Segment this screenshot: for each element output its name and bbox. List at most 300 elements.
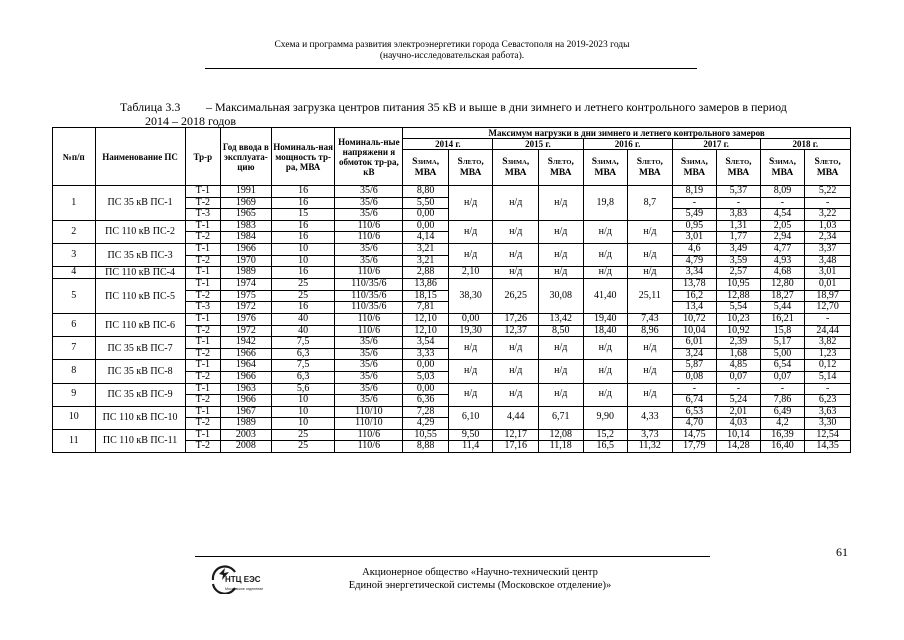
cell-power: 10	[271, 255, 335, 267]
cell-number: 5	[53, 279, 96, 314]
cell-w17: 3,34	[672, 267, 717, 279]
cell-w15: 26,25	[493, 279, 539, 314]
cell-number: 11	[53, 429, 96, 452]
cell-transformer: Т-1	[185, 220, 220, 232]
cell-year: 1972	[221, 325, 272, 337]
cell-substation-name: ПС 35 кВ ПС-1	[95, 186, 185, 221]
cell-voltage: 110/10	[335, 418, 403, 430]
cell-w17: 0,95	[672, 220, 717, 232]
cell-s18: 0,12	[805, 360, 851, 372]
cell-voltage: 110/35/6	[335, 290, 403, 302]
cell-s17: 1,68	[717, 348, 761, 360]
table-caption-text: – Максимальная загрузка центров питания 35 кВ и выше в дни зимнего и летнего контрольного замеров в период	[206, 100, 787, 114]
cell-winter-2014: 3,21	[403, 243, 449, 255]
cell-power: 10	[271, 406, 335, 418]
cell-voltage: 35/6	[335, 255, 403, 267]
cell-s15: н/д	[538, 360, 583, 383]
cell-s18: 1,03	[805, 220, 851, 232]
cell-w16: 19,40	[583, 313, 628, 325]
cell-s15: 13,42	[538, 313, 583, 325]
cell-transformer: Т-2	[185, 395, 220, 407]
cell-year: 1975	[221, 290, 272, 302]
cell-transformer: Т-2	[185, 441, 220, 453]
cell-transformer: Т-2	[185, 418, 220, 430]
cell-winter-2014: 8,80	[403, 186, 449, 198]
cell-s14: 6,10	[448, 406, 493, 429]
cell-w17: 13,4	[672, 302, 717, 314]
header-s-summer-0: SЛЕТО, МВА	[448, 150, 493, 186]
cell-transformer: Т-2	[185, 371, 220, 383]
cell-winter-2014: 7,81	[403, 302, 449, 314]
cell-transformer: Т-2	[185, 232, 220, 244]
cell-w15: 12,17	[493, 429, 539, 441]
cell-voltage: 35/6	[335, 337, 403, 349]
cell-w18: 16,21	[760, 313, 805, 325]
cell-s18: -	[805, 197, 851, 209]
cell-substation-name: ПС 110 кВ ПС-11	[95, 429, 185, 452]
cell-s18: 3,82	[805, 337, 851, 349]
cell-voltage: 110/6	[335, 313, 403, 325]
cell-w17: 3,24	[672, 348, 717, 360]
cell-w16: н/д	[583, 243, 628, 266]
cell-winter-2014: 4,29	[403, 418, 449, 430]
cell-number: 7	[53, 337, 96, 360]
cell-power: 10	[271, 418, 335, 430]
cell-year: 1983	[221, 220, 272, 232]
cell-s16: 3,73	[628, 429, 673, 441]
cell-transformer: Т-1	[185, 383, 220, 395]
cell-year: 1965	[221, 209, 272, 221]
cell-transformer: Т-1	[185, 279, 220, 291]
cell-winter-2014: 3,54	[403, 337, 449, 349]
cell-s17: 12,88	[717, 290, 761, 302]
table-row	[53, 220, 851, 232]
cell-s18: 3,48	[805, 255, 851, 267]
cell-transformer: Т-1	[185, 313, 220, 325]
cell-s16: н/д	[628, 220, 673, 243]
cell-w15: 17,26	[493, 313, 539, 325]
cell-voltage: 110/6	[335, 267, 403, 279]
cell-w15: н/д	[493, 383, 539, 406]
cell-winter-2014: 13,86	[403, 279, 449, 291]
cell-w17: 10,04	[672, 325, 717, 337]
cell-substation-name: ПС 110 кВ ПС-6	[95, 313, 185, 336]
cell-s14: 9,50	[448, 429, 493, 441]
cell-s17: 10,23	[717, 313, 761, 325]
cell-power: 16	[271, 186, 335, 198]
cell-s15: 8,50	[538, 325, 583, 337]
cell-s17: 10,95	[717, 279, 761, 291]
table-caption	[120, 100, 860, 128]
cell-w15: 4,44	[493, 406, 539, 429]
cell-s18: 5,22	[805, 186, 851, 198]
cell-w17: 8,19	[672, 186, 717, 198]
cell-transformer: Т-2	[185, 255, 220, 267]
cell-s14: н/д	[448, 337, 493, 360]
cell-w18: 16,39	[760, 429, 805, 441]
cell-year: 1974	[221, 279, 272, 291]
cell-w16: 9,90	[583, 406, 628, 429]
cell-year: 1966	[221, 395, 272, 407]
cell-substation-name: ПС 35 кВ ПС-7	[95, 337, 185, 360]
cell-voltage: 110/6	[335, 441, 403, 453]
cell-power: 16	[271, 302, 335, 314]
cell-s16: н/д	[628, 383, 673, 406]
cell-w18: 4,54	[760, 209, 805, 221]
cell-s18: 2,34	[805, 232, 851, 244]
cell-s17: 14,28	[717, 441, 761, 453]
cell-year: 1970	[221, 255, 272, 267]
cell-s14: н/д	[448, 220, 493, 243]
cell-winter-2014: 2,88	[403, 267, 449, 279]
cell-s17: 3,83	[717, 209, 761, 221]
cell-w17: -	[672, 383, 717, 395]
header-s-winter-2: SЗИМА, МВА	[583, 150, 628, 186]
cell-winter-2014: 10,55	[403, 429, 449, 441]
cell-s17: 1,77	[717, 232, 761, 244]
cell-voltage: 110/35/6	[335, 279, 403, 291]
cell-winter-2014: 7,28	[403, 406, 449, 418]
cell-s15: 6,71	[538, 406, 583, 429]
cell-power: 5,6	[271, 383, 335, 395]
cell-s17: 3,59	[717, 255, 761, 267]
cell-winter-2014: 0,00	[403, 209, 449, 221]
header-s-winter-0: SЗИМА, МВА	[403, 150, 449, 186]
cell-s18: 3,30	[805, 418, 851, 430]
cell-transformer: Т-1	[185, 267, 220, 279]
cell-substation-name: ПС 110 кВ ПС-5	[95, 279, 185, 314]
cell-s18: -	[805, 313, 851, 325]
cell-transformer: Т-3	[185, 209, 220, 221]
cell-s18: 3,22	[805, 209, 851, 221]
cell-voltage: 35/6	[335, 209, 403, 221]
cell-w15: 12,37	[493, 325, 539, 337]
cell-w17: 0,08	[672, 371, 717, 383]
table-row	[53, 406, 851, 418]
cell-winter-2014: 5,50	[403, 197, 449, 209]
header-max-load: Максимум нагрузки в дни зимнего и летнего контрольного замеров	[403, 128, 851, 139]
cell-power: 16	[271, 267, 335, 279]
cell-s14: 11,4	[448, 441, 493, 453]
cell-w18: 6,54	[760, 360, 805, 372]
cell-year: 1989	[221, 418, 272, 430]
cell-power: 40	[271, 325, 335, 337]
cell-winter-2014: 0,00	[403, 360, 449, 372]
cell-power: 16	[271, 232, 335, 244]
cell-s18: 6,23	[805, 395, 851, 407]
cell-s17: 5,37	[717, 186, 761, 198]
cell-transformer: Т-1	[185, 406, 220, 418]
cell-year: 1966	[221, 371, 272, 383]
cell-voltage: 35/6	[335, 348, 403, 360]
header-year-1: 2015 г.	[493, 139, 583, 150]
cell-s17: 10,14	[717, 429, 761, 441]
cell-voltage: 110/10	[335, 406, 403, 418]
cell-w17: 13,78	[672, 279, 717, 291]
cell-voltage: 35/6	[335, 243, 403, 255]
cell-year: 1963	[221, 383, 272, 395]
header-year-0: 2014 г.	[403, 139, 493, 150]
cell-s15: н/д	[538, 383, 583, 406]
cell-w18: 2,94	[760, 232, 805, 244]
header-divider	[205, 68, 697, 69]
cell-s14: 2,10	[448, 267, 493, 279]
cell-w15: н/д	[493, 267, 539, 279]
cell-w16: 16,5	[583, 441, 628, 453]
cell-w15: н/д	[493, 220, 539, 243]
table-row	[53, 243, 851, 255]
cell-winter-2014: 3,21	[403, 255, 449, 267]
cell-voltage: 35/6	[335, 395, 403, 407]
cell-w16: н/д	[583, 220, 628, 243]
table-row	[53, 186, 851, 198]
cell-s17: 3,49	[717, 243, 761, 255]
cell-power: 15	[271, 209, 335, 221]
cell-w18: 5,17	[760, 337, 805, 349]
cell-w17: 4,79	[672, 255, 717, 267]
cell-s15: н/д	[538, 337, 583, 360]
cell-substation-name: ПС 35 кВ ПС-8	[95, 360, 185, 383]
cell-s17: 2,57	[717, 267, 761, 279]
cell-voltage: 110/6	[335, 325, 403, 337]
cell-s17: 5,24	[717, 395, 761, 407]
cell-w18: 5,44	[760, 302, 805, 314]
cell-s14: н/д	[448, 243, 493, 266]
cell-w17: 6,74	[672, 395, 717, 407]
cell-transformer: Т-2	[185, 197, 220, 209]
cell-s16: н/д	[628, 360, 673, 383]
cell-year: 2008	[221, 441, 272, 453]
cell-s17: 2,01	[717, 406, 761, 418]
svg-text:НТЦ ЕЭС: НТЦ ЕЭС	[225, 575, 261, 584]
cell-voltage: 110/35/6	[335, 302, 403, 314]
cell-transformer: Т-1	[185, 186, 220, 198]
cell-winter-2014: 12,10	[403, 325, 449, 337]
cell-substation-name: ПС 35 кВ ПС-3	[95, 243, 185, 266]
table-row	[53, 337, 851, 349]
cell-number: 10	[53, 406, 96, 429]
cell-substation-name: ПС 35 кВ ПС-9	[95, 383, 185, 406]
cell-s17: 0,07	[717, 371, 761, 383]
cell-voltage: 35/6	[335, 360, 403, 372]
cell-transformer: Т-2	[185, 290, 220, 302]
cell-s18: 3,37	[805, 243, 851, 255]
cell-power: 16	[271, 220, 335, 232]
cell-w15: н/д	[493, 243, 539, 266]
footer-divider	[195, 556, 710, 557]
cell-number: 2	[53, 220, 96, 243]
cell-s17: 5,54	[717, 302, 761, 314]
cell-power: 7,5	[271, 360, 335, 372]
cell-w18: 4,93	[760, 255, 805, 267]
cell-substation-name: ПС 110 кВ ПС-2	[95, 220, 185, 243]
cell-power: 40	[271, 313, 335, 325]
cell-power: 25	[271, 429, 335, 441]
cell-voltage: 110/6	[335, 232, 403, 244]
cell-s17: 2,39	[717, 337, 761, 349]
cell-w18: 12,80	[760, 279, 805, 291]
cell-w17: 5,87	[672, 360, 717, 372]
cell-winter-2014: 18,15	[403, 290, 449, 302]
cell-s16: н/д	[628, 267, 673, 279]
cell-w18: -	[760, 383, 805, 395]
header-voltage: Номиналь-ные напряжени я обмоток тр-ра, кВ	[335, 128, 403, 186]
cell-w15: н/д	[493, 337, 539, 360]
cell-number: 9	[53, 383, 96, 406]
cell-power: 6,3	[271, 371, 335, 383]
header-s-winter-1: SЗИМА, МВА	[493, 150, 539, 186]
cell-power: 25	[271, 279, 335, 291]
cell-w16: 41,40	[583, 279, 628, 314]
table-row	[53, 279, 851, 291]
cell-transformer: Т-1	[185, 360, 220, 372]
cell-w17: -	[672, 197, 717, 209]
header-power: Номиналь-ная мощность тр-ра, МВА	[271, 128, 335, 186]
cell-s15: н/д	[538, 186, 583, 221]
cell-s17: -	[717, 197, 761, 209]
cell-s14: 38,30	[448, 279, 493, 314]
header-year-4: 2018 г.	[760, 139, 850, 150]
cell-s17: 10,92	[717, 325, 761, 337]
cell-power: 10	[271, 395, 335, 407]
cell-year: 1976	[221, 313, 272, 325]
header-year-3: 2017 г.	[672, 139, 760, 150]
cell-year: 1991	[221, 186, 272, 198]
cell-w18: 18,27	[760, 290, 805, 302]
cell-winter-2014: 0,00	[403, 220, 449, 232]
cell-voltage: 35/6	[335, 186, 403, 198]
cell-year: 1969	[221, 197, 272, 209]
cell-transformer: Т-1	[185, 429, 220, 441]
cell-number: 1	[53, 186, 96, 221]
cell-w18: 2,05	[760, 220, 805, 232]
cell-w18: 4,77	[760, 243, 805, 255]
footer-org-line1: Акционерное общество «Научно-технический центр	[362, 567, 598, 578]
header-s-summer-4: SЛЕТО, МВА	[805, 150, 851, 186]
cell-s15: н/д	[538, 267, 583, 279]
cell-year: 1972	[221, 302, 272, 314]
cell-s15: н/д	[538, 243, 583, 266]
cell-s18: 12,70	[805, 302, 851, 314]
cell-s14: н/д	[448, 383, 493, 406]
header-name: Наименование ПС	[95, 128, 185, 186]
cell-voltage: 35/6	[335, 197, 403, 209]
document-header-title: Схема и программа развития электроэнергетики города Севастополя на 2019-2023 годы	[274, 40, 630, 50]
ntc-ees-logo	[207, 564, 275, 594]
cell-s18: -	[805, 383, 851, 395]
cell-year: 1984	[221, 232, 272, 244]
cell-s17: 4,85	[717, 360, 761, 372]
cell-voltage: 110/6	[335, 220, 403, 232]
cell-w17: 14,75	[672, 429, 717, 441]
cell-w16: 19,8	[583, 186, 628, 221]
header-s-summer-2: SЛЕТО, МВА	[628, 150, 673, 186]
cell-substation-name: ПС 110 кВ ПС-4	[95, 267, 185, 279]
header-num: №п/п	[53, 128, 96, 186]
cell-w17: 17,79	[672, 441, 717, 453]
cell-winter-2014: 3,33	[403, 348, 449, 360]
cell-winter-2014: 0,00	[403, 383, 449, 395]
cell-winter-2014: 6,36	[403, 395, 449, 407]
cell-year: 1989	[221, 267, 272, 279]
cell-w18: 6,49	[760, 406, 805, 418]
cell-number: 4	[53, 267, 96, 279]
table-number: Таблица 3.3	[120, 100, 181, 114]
header-year: Год ввода в эксплуата-цию	[221, 128, 272, 186]
cell-s16: 25,11	[628, 279, 673, 314]
cell-s15: 11,18	[538, 441, 583, 453]
cell-s16: 8,7	[628, 186, 673, 221]
header-year-2: 2016 г.	[583, 139, 672, 150]
cell-w17: 6,53	[672, 406, 717, 418]
cell-s17: -	[717, 383, 761, 395]
cell-w17: 10,72	[672, 313, 717, 325]
cell-voltage: 35/6	[335, 371, 403, 383]
cell-transformer: Т-1	[185, 337, 220, 349]
cell-w18: 4,68	[760, 267, 805, 279]
table-row	[53, 267, 851, 279]
cell-w17: 3,01	[672, 232, 717, 244]
table-row	[53, 383, 851, 395]
cell-w18: 7,86	[760, 395, 805, 407]
cell-number: 3	[53, 243, 96, 266]
cell-s16: 7,43	[628, 313, 673, 325]
cell-w16: 15,2	[583, 429, 628, 441]
cell-w18: 15,8	[760, 325, 805, 337]
cell-s17: 4,03	[717, 418, 761, 430]
cell-year: 2003	[221, 429, 272, 441]
cell-s16: н/д	[628, 337, 673, 360]
cell-s18: 24,44	[805, 325, 851, 337]
cell-s14: 19,30	[448, 325, 493, 337]
cell-s16: 4,33	[628, 406, 673, 429]
cell-power: 25	[271, 441, 335, 453]
footer-org-line2: Единой энергетической системы (Московское отделение)»	[348, 580, 612, 591]
cell-s15: н/д	[538, 220, 583, 243]
cell-w18: 4,2	[760, 418, 805, 430]
cell-s16: н/д	[628, 243, 673, 266]
cell-s18: 14,35	[805, 441, 851, 453]
cell-s14: н/д	[448, 186, 493, 221]
cell-s18: 5,14	[805, 371, 851, 383]
cell-transformer: Т-2	[185, 325, 220, 337]
cell-s18: 3,01	[805, 267, 851, 279]
cell-w15: н/д	[493, 360, 539, 383]
cell-power: 25	[271, 290, 335, 302]
cell-voltage: 35/6	[335, 383, 403, 395]
cell-w16: н/д	[583, 360, 628, 383]
cell-s15: 12,08	[538, 429, 583, 441]
cell-w18: 5,00	[760, 348, 805, 360]
cell-w16: н/д	[583, 267, 628, 279]
cell-w17: 6,01	[672, 337, 717, 349]
cell-winter-2014: 4,14	[403, 232, 449, 244]
cell-number: 6	[53, 313, 96, 336]
cell-s18: 18,97	[805, 290, 851, 302]
cell-year: 1966	[221, 243, 272, 255]
cell-w17: 16,2	[672, 290, 717, 302]
cell-w17: 4,6	[672, 243, 717, 255]
cell-w17: 5,49	[672, 209, 717, 221]
cell-transformer: Т-2	[185, 348, 220, 360]
cell-w17: 4,70	[672, 418, 717, 430]
cell-winter-2014: 8,88	[403, 441, 449, 453]
cell-substation-name: ПС 110 кВ ПС-10	[95, 406, 185, 429]
document-header-subtitle: (научно-исследовательская работа).	[379, 51, 525, 61]
cell-power: 7,5	[271, 337, 335, 349]
cell-voltage: 110/6	[335, 429, 403, 441]
cell-s18: 1,23	[805, 348, 851, 360]
